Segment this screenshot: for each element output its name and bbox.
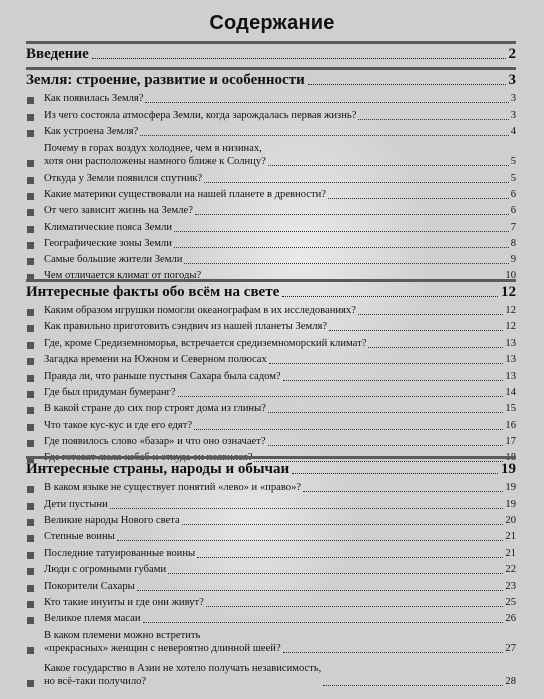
item-page: 19 xyxy=(505,499,516,510)
section-label: Интересные факты обо всём на свете xyxy=(26,284,280,300)
item-label: Как устроена Земля? xyxy=(44,126,139,137)
item-page: 18 xyxy=(505,452,516,463)
bullet-square-icon xyxy=(27,440,34,447)
toc-item[interactable] xyxy=(44,205,516,217)
item-page: 7 xyxy=(510,222,516,233)
item-page: 22 xyxy=(505,564,516,575)
item-label: Покорители Сахары xyxy=(44,581,135,592)
bullet-square-icon xyxy=(27,680,34,687)
item-label: Как правильно приготовить сэндвич из нашей планеты Земля? xyxy=(44,321,328,332)
item-label: Климатические пояса Земли xyxy=(44,222,173,233)
item-label-line1: Почему в горах воздух холоднее, чем в низинах, xyxy=(44,143,262,154)
item-label: Великие народы Нового света xyxy=(44,515,180,526)
dot-leader xyxy=(174,247,509,248)
item-label-line1: В каком племени можно встретить xyxy=(44,630,201,641)
item-page: 12 xyxy=(505,321,516,332)
toc-item[interactable] xyxy=(44,321,516,333)
bullet-square-icon xyxy=(27,130,34,137)
dot-leader xyxy=(194,429,503,430)
dot-leader xyxy=(117,540,504,541)
section-page: 2 xyxy=(508,46,516,62)
bullet-square-icon xyxy=(27,375,34,382)
item-page: 4 xyxy=(510,126,516,137)
toc-item[interactable] xyxy=(44,238,516,250)
dot-leader xyxy=(358,314,503,315)
dot-leader xyxy=(197,557,503,558)
item-page: 13 xyxy=(505,371,516,382)
toc-item[interactable] xyxy=(44,254,516,266)
dot-leader xyxy=(308,84,506,85)
item-label: Где готовят люля-кебаб и откуда он появился? xyxy=(44,452,253,463)
item-page: 10 xyxy=(505,270,516,281)
item-page: 13 xyxy=(505,338,516,349)
bullet-square-icon xyxy=(27,535,34,542)
item-label: Степные воины xyxy=(44,531,115,542)
toc-item[interactable] xyxy=(44,110,516,122)
toc-item[interactable] xyxy=(44,420,516,432)
page-title: Содержание xyxy=(209,12,335,34)
dot-leader xyxy=(145,102,508,103)
item-label: Что такое кус-кус и где его едят? xyxy=(44,420,193,431)
item-label: Люди с огромными губами xyxy=(44,564,167,575)
dot-leader xyxy=(283,652,504,653)
item-page: 19 xyxy=(505,482,516,493)
item-page: 8 xyxy=(510,238,516,249)
bullet-square-icon xyxy=(27,258,34,265)
toc-item[interactable] xyxy=(44,403,516,415)
item-label: Дети пустыни xyxy=(44,499,108,510)
item-label: Где был придуман бумеранг? xyxy=(44,387,176,398)
item-page: 27 xyxy=(505,642,516,654)
bullet-square-icon xyxy=(27,226,34,233)
item-page: 25 xyxy=(505,597,516,608)
item-label: Самые большие жители Земли xyxy=(44,254,183,265)
item-page: 5 xyxy=(510,173,516,184)
section-label: Введение xyxy=(26,46,89,62)
dot-leader xyxy=(328,198,509,199)
toc-item[interactable] xyxy=(44,371,516,383)
toc-item[interactable] xyxy=(44,531,516,543)
section-page: 3 xyxy=(508,72,516,88)
toc-item[interactable] xyxy=(44,189,516,201)
toc-item[interactable] xyxy=(44,93,516,105)
section-page: 19 xyxy=(501,461,516,477)
dot-leader xyxy=(368,347,503,348)
item-label-line2: «прекрасных» женщин с невероятно длинной шеей? xyxy=(44,642,281,654)
item-page: 17 xyxy=(505,436,516,447)
section-heading-intro[interactable] xyxy=(26,41,516,63)
dot-leader xyxy=(292,473,498,474)
toc-item[interactable] xyxy=(44,564,516,576)
item-page: 28 xyxy=(505,675,516,687)
bullet-square-icon xyxy=(27,424,34,431)
item-page: 12 xyxy=(505,305,516,316)
bullet-square-icon xyxy=(27,342,34,349)
toc-item[interactable] xyxy=(44,305,516,317)
item-label: Где появилось слово «базар» и что оно означает? xyxy=(44,436,266,447)
bullet-square-icon xyxy=(27,177,34,184)
item-page: 14 xyxy=(505,387,516,398)
item-label: В каком языке не существует понятий «лево» и «право»? xyxy=(44,482,302,493)
dot-leader xyxy=(206,606,504,607)
item-label: Кто такие инуиты и где они живут? xyxy=(44,597,204,608)
dot-leader xyxy=(204,182,508,183)
dot-leader xyxy=(140,135,509,136)
bullet-square-icon xyxy=(27,407,34,414)
toc-item[interactable] xyxy=(44,515,516,527)
bullet-square-icon xyxy=(27,585,34,592)
bullet-square-icon xyxy=(27,97,34,104)
dot-leader xyxy=(137,590,504,591)
toc-item[interactable] xyxy=(44,338,516,350)
bullet-square-icon xyxy=(27,617,34,624)
bullet-square-icon xyxy=(27,519,34,526)
item-label-line2: хотя они расположены намного ближе к Солнцу? xyxy=(44,155,266,167)
toc-item[interactable] xyxy=(44,663,516,688)
dot-leader xyxy=(184,263,508,264)
bullet-square-icon xyxy=(27,552,34,559)
bullet-square-icon xyxy=(27,358,34,365)
bullet-square-icon xyxy=(27,309,34,316)
dot-leader xyxy=(268,165,509,166)
bullet-square-icon xyxy=(27,114,34,121)
toc-item[interactable] xyxy=(44,548,516,560)
section-heading-countries[interactable] xyxy=(26,456,516,478)
dot-leader xyxy=(303,491,503,492)
dot-leader xyxy=(323,685,503,686)
bullet-square-icon xyxy=(27,503,34,510)
section-label: Интересные страны, народы и обычаи xyxy=(26,461,290,477)
dot-leader xyxy=(143,622,504,623)
bullet-square-icon xyxy=(27,209,34,216)
section-label: Земля: строение, развитие и особенности xyxy=(26,72,305,88)
toc-item[interactable] xyxy=(44,387,516,399)
dot-leader xyxy=(358,119,508,120)
section-heading-earth[interactable] xyxy=(26,67,516,89)
item-page: 6 xyxy=(510,205,516,216)
dot-leader xyxy=(174,231,509,232)
item-page: 6 xyxy=(510,189,516,200)
item-label: Как появилась Земля? xyxy=(44,93,144,104)
item-label: Географические зоны Земли xyxy=(44,238,172,249)
dot-leader xyxy=(195,214,509,215)
item-page: 20 xyxy=(505,515,516,526)
dot-leader xyxy=(168,573,503,574)
item-label: Какие материки существовали на нашей планете в древности? xyxy=(44,189,326,200)
bullet-square-icon xyxy=(27,486,34,493)
bullet-square-icon xyxy=(27,193,34,200)
toc-item[interactable] xyxy=(44,581,516,593)
item-label-line2: но всё-таки получило? xyxy=(44,675,147,687)
section-heading-facts[interactable] xyxy=(26,279,516,301)
item-page: 5 xyxy=(510,155,516,167)
item-label: Правда ли, что раньше пустыня Сахара была садом? xyxy=(44,371,281,382)
dot-leader xyxy=(283,380,504,381)
item-page: 21 xyxy=(505,531,516,542)
dot-leader xyxy=(329,330,503,331)
toc-item[interactable] xyxy=(44,499,516,511)
bullet-square-icon xyxy=(27,242,34,249)
toc-item[interactable] xyxy=(44,354,516,366)
toc-item[interactable] xyxy=(44,436,516,448)
item-label: Загадка времени на Южном и Северном полюсах xyxy=(44,354,267,365)
toc-item[interactable] xyxy=(44,597,516,609)
bullet-square-icon xyxy=(27,568,34,575)
bullet-square-icon xyxy=(27,325,34,332)
item-label: Чем отличается климат от погоды? xyxy=(44,270,202,281)
dot-leader xyxy=(182,524,504,525)
dot-leader xyxy=(92,58,506,59)
item-page: 9 xyxy=(510,254,516,265)
dot-leader xyxy=(110,508,504,509)
section-page: 12 xyxy=(501,284,516,300)
item-page: 3 xyxy=(510,93,516,104)
item-label: Каким образом игрушки помогли океанографам в их исследованиях? xyxy=(44,305,356,316)
dot-leader xyxy=(269,363,504,364)
item-page: 21 xyxy=(505,548,516,559)
toc-item[interactable] xyxy=(44,173,516,185)
item-label-line1: Какое государство в Азии не хотело получать независимость, xyxy=(44,663,322,674)
toc-item[interactable] xyxy=(44,126,516,138)
item-label: Последние татуированные воины xyxy=(44,548,196,559)
item-page: 13 xyxy=(505,354,516,365)
bullet-square-icon xyxy=(27,601,34,608)
dot-leader xyxy=(268,412,504,413)
item-label: От чего зависит жизнь на Земле? xyxy=(44,205,193,216)
item-label: Великое племя масаи xyxy=(44,613,141,624)
item-page: 23 xyxy=(505,581,516,592)
dot-leader xyxy=(178,396,504,397)
toc-item[interactable] xyxy=(44,143,516,168)
toc-item[interactable] xyxy=(44,222,516,234)
dot-leader xyxy=(268,445,504,446)
bullet-square-icon xyxy=(27,391,34,398)
bullet-square-icon xyxy=(27,647,34,654)
toc-item[interactable] xyxy=(44,630,516,655)
item-page: 15 xyxy=(505,403,516,414)
item-page: 3 xyxy=(510,110,516,121)
toc-item[interactable] xyxy=(44,482,516,494)
dot-leader xyxy=(282,296,498,297)
item-page: 26 xyxy=(505,613,516,624)
item-label: Откуда у Земли появился спутник? xyxy=(44,173,203,184)
item-label: Из чего состояла атмосфера Земли, когда зарождалась первая жизнь? xyxy=(44,110,357,121)
item-page: 16 xyxy=(505,420,516,431)
item-label: В какой стране до сих пор строят дома из глины? xyxy=(44,403,266,414)
toc-item[interactable] xyxy=(44,613,516,625)
item-label: Где, кроме Средиземноморья, встречается средиземноморский климат? xyxy=(44,338,367,349)
bullet-square-icon xyxy=(27,160,34,167)
